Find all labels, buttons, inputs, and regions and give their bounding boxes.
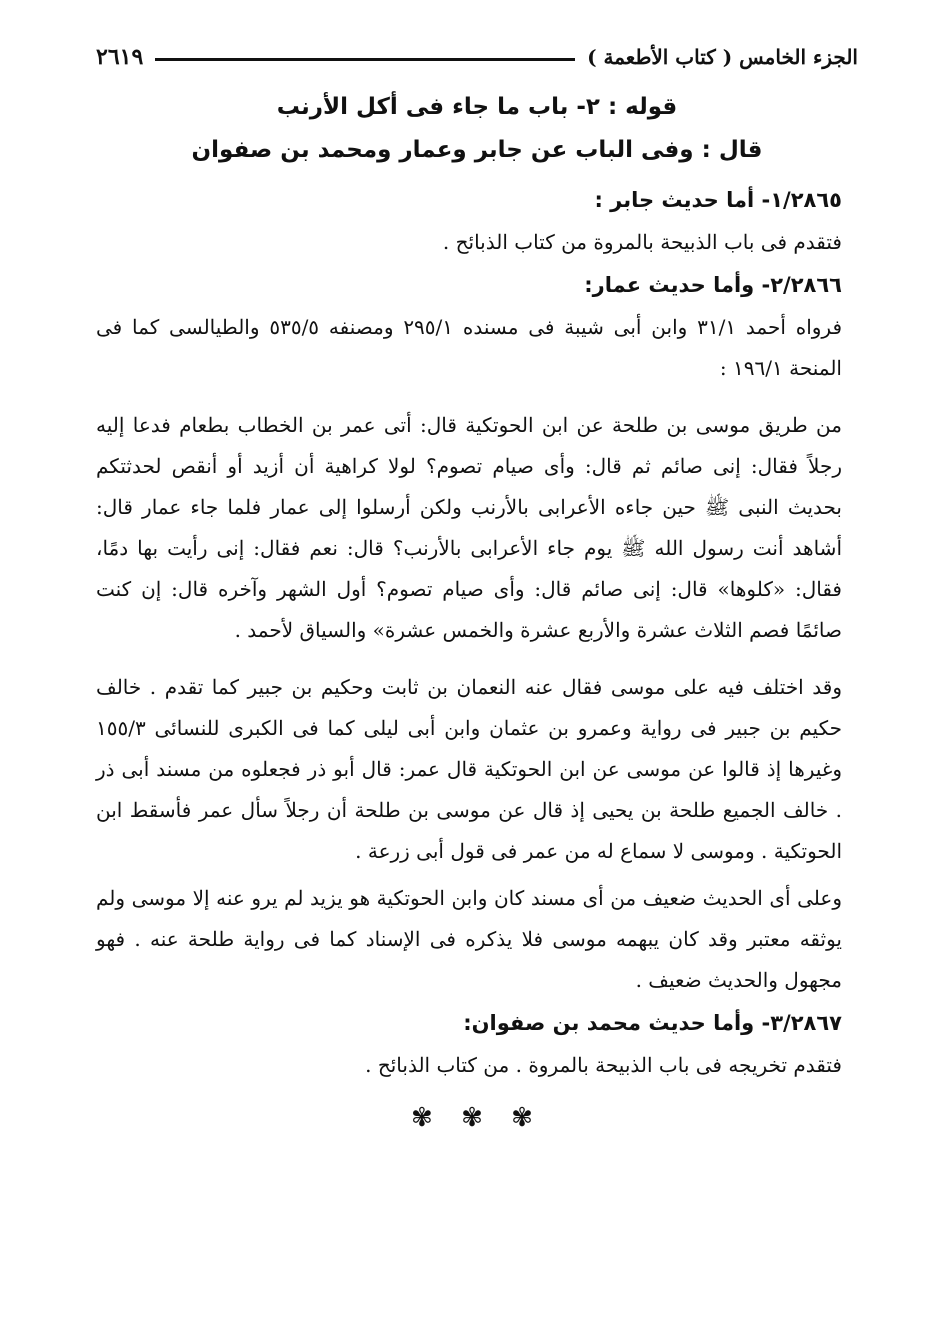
closing-ornament: ✾ ✾ ✾ bbox=[411, 1103, 543, 1133]
paragraph-ammar-sources: فرواه أحمد ٣١/١ وابن أبى شيبة فى مسنده ٢٩٥/١ ومصنفه ٥٣٥/٥ والطيالسى كما فى المنحة ١٩٦/١ : bbox=[96, 315, 843, 380]
section-heading-safwan: ٣/٢٨٦٧- وأما حديث محمد بن صفوان: bbox=[463, 1011, 842, 1035]
section-heading-jabir: ١/٢٨٦٥- أما حديث جابر : bbox=[594, 188, 842, 212]
running-title: الجزء الخامس ( كتاب الأطعمة ) bbox=[587, 45, 858, 69]
section-heading-ammar: ٢/٢٨٦٦- وأما حديث عمار: bbox=[584, 273, 842, 297]
chapter-heading: قوله : ٢- باب ما جاء فى أكل الأرنب bbox=[276, 94, 678, 120]
page-body bbox=[96, 86, 858, 1138]
running-header bbox=[96, 40, 858, 74]
paragraph-ammar-verdict: وعلى أى الحديث ضعيف من أى مسند كان وابن الحوتكية هو يزيد لم يرو عنه إلا موسى ولم يوثقه معتبر وقد كان يبهمه موسى فلا يذكره فى الإسناد كما فى رواية طلحة عنه . فهو مجهول والحديث ضعيف . bbox=[96, 886, 842, 992]
chapter-subheading: قال : وفى الباب عن جابر وعمار ومحمد بن صفوان bbox=[191, 137, 763, 163]
paragraph-safwan: فتقدم تخريجه فى باب الذبيحة بالمروة . من كتاب الذبائح . bbox=[365, 1053, 842, 1077]
page-number: ٢٦١٩ bbox=[96, 44, 144, 70]
paragraph-ammar-hadith: من طريق موسى بن طلحة عن ابن الحوتكية قال: أتى عمر بن الخطاب بطعام فدعا إليه رجلاً فقال: إنى صائم ثم قال: وأى صيام تصوم؟ لولا كراهية أن أزيد أو أنقص لحدثتكم بحديث النبى ﷺ حين جاءه الأعرابى بالأرنب ولكن أرسلوا إلى عمار فلما جاء عمار قال: أشاهد أنت رسول الله ﷺ يوم جاء الأعرابى بالأرنب؟ قال: نعم فقال: إنى رأيت بها دمًا، فقال: «كلوها» قال: إنى صائم قال: وأى صيام تصوم؟ أول الشهر وآخره قال: إن كنت صائمًا فصم الثلاث عشرة والأربع عشرة والخمس عشرة» والسياق لأحمد . bbox=[96, 413, 843, 642]
header-rule bbox=[155, 58, 575, 61]
paragraph-jabir: فتقدم فى باب الذبيحة بالمروة من كتاب الذبائح . bbox=[442, 230, 842, 254]
paragraph-ammar-discrepancy: وقد اختلف فيه على موسى فقال عنه النعمان بن ثابت وحكيم بن جبير كما تقدم . خالف حكيم بن جبير فى رواية وعمرو بن عثمان وابن أبى ليلى كما فى الكبرى للنسائى ١٥٥/٣ وغيرها إذ قالوا عن موسى عن ابن الحوتكية قال عمر: قال أبو ذر فجعلوه من مسند أبى ذر . خالف الجميع طلحة بن يحيى إذ قال عن موسى بن طلحة أن رجلاً سأل عمر فأسقط ابن الحوتكية . وموسى لا سماع له من عمر فى قول أبى زرعة . bbox=[96, 675, 842, 863]
